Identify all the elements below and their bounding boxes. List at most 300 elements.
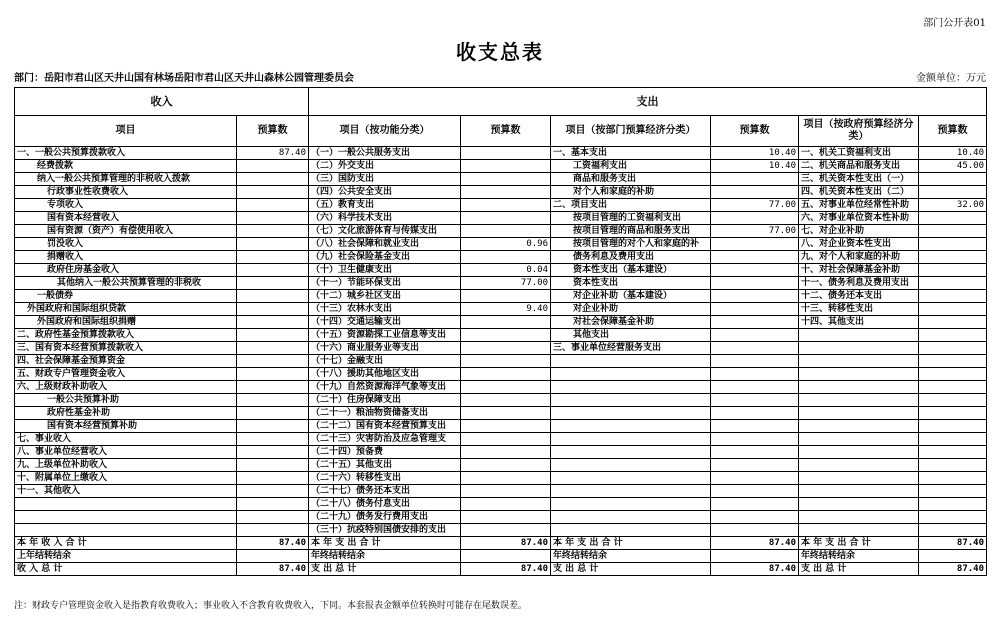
gov-econ-item-cell: [799, 433, 919, 446]
gov-econ-item-cell: 五、对事业单位经常性补助: [799, 199, 919, 212]
function-budget-cell: [461, 498, 551, 511]
dept-econ-budget-cell: [711, 342, 799, 355]
income-item-cell: 五、财政专户管理资金收入: [15, 368, 237, 381]
gov-econ-budget-cell: [919, 355, 987, 368]
table-row: [15, 420, 987, 433]
dept-econ-budget-cell: 10.40: [711, 160, 799, 173]
income-budget-cell: [237, 316, 309, 329]
dept-econ-budget-cell: [711, 524, 799, 537]
income-budget-cell: 87.40: [237, 147, 309, 160]
income-budget-cell: [237, 329, 309, 342]
col-header-dept-econ-budget: 预算数: [711, 116, 799, 147]
dept-econ-item-cell: [551, 472, 711, 485]
summary-income-budget-cell: 87.40: [237, 563, 309, 576]
gov-econ-item-cell: [799, 524, 919, 537]
col-header-function-budget: 预算数: [461, 116, 551, 147]
dept-econ-budget-cell: [711, 355, 799, 368]
gov-econ-item-cell: [799, 498, 919, 511]
function-item-cell: （十八）援助其他地区支出: [309, 368, 461, 381]
gov-econ-budget-cell: 10.40: [919, 147, 987, 160]
gov-econ-budget-cell: [919, 394, 987, 407]
header-row-columns: [15, 116, 987, 147]
col-header-function-item: 项目（按功能分类）: [309, 116, 461, 147]
table-row: [15, 303, 987, 316]
function-budget-cell: [461, 368, 551, 381]
income-budget-cell: [237, 264, 309, 277]
dept-econ-item-cell: 按项目管理的对个人和家庭的补: [551, 238, 711, 251]
gov-econ-item-cell: 十四、其他支出: [799, 316, 919, 329]
summary-row: [15, 537, 987, 550]
dept-econ-budget-cell: [711, 446, 799, 459]
dept-econ-item-cell: 一、基本支出: [551, 147, 711, 160]
summary-function-item-cell: 本 年 支 出 合 计: [309, 537, 461, 550]
gov-econ-item-cell: [799, 394, 919, 407]
col-header-budget: 预算数: [237, 116, 309, 147]
dept-econ-budget-cell: [711, 264, 799, 277]
income-item-cell: 七、事业收入: [15, 433, 237, 446]
table-row: [15, 407, 987, 420]
income-budget-cell: [237, 342, 309, 355]
dept-econ-item-cell: 对企业补助: [551, 303, 711, 316]
summary-dept-econ-item-cell: 支 出 总 计: [551, 563, 711, 576]
income-item-cell: 十、附属单位上缴收入: [15, 472, 237, 485]
table-row: [15, 472, 987, 485]
gov-econ-item-cell: 四、机关资本性支出（二）: [799, 186, 919, 199]
summary-gov-econ-item-cell: 年终结转结余: [799, 550, 919, 563]
gov-econ-item-cell: [799, 485, 919, 498]
income-item-cell: 国有资源（资产）有偿使用收入: [15, 225, 237, 238]
function-budget-cell: [461, 420, 551, 433]
function-item-cell: （二十九）债务发行费用支出: [309, 511, 461, 524]
dept-econ-item-cell: 对企业补助（基本建设）: [551, 290, 711, 303]
budget-summary-table: [14, 87, 987, 576]
gov-econ-item-cell: 二、机关商品和服务支出: [799, 160, 919, 173]
table-row: [15, 498, 987, 511]
dept-econ-budget-cell: [711, 381, 799, 394]
income-budget-cell: [237, 381, 309, 394]
dept-econ-item-cell: [551, 511, 711, 524]
gov-econ-budget-cell: [919, 446, 987, 459]
gov-econ-budget-cell: 45.00: [919, 160, 987, 173]
table-row: [15, 446, 987, 459]
function-item-cell: （四）公共安全支出: [309, 186, 461, 199]
function-item-cell: （十九）自然资源海洋气象等支出: [309, 381, 461, 394]
dept-econ-item-cell: 资本性支出（基本建设）: [551, 264, 711, 277]
function-item-cell: （十六）商业服务业等支出: [309, 342, 461, 355]
gov-econ-budget-cell: [919, 251, 987, 264]
summary-income-item-cell: 收 入 总 计: [15, 563, 237, 576]
dept-econ-budget-cell: 10.40: [711, 147, 799, 160]
dept-econ-budget-cell: [711, 394, 799, 407]
dept-econ-budget-cell: 77.00: [711, 199, 799, 212]
income-item-cell: 经费拨款: [15, 160, 237, 173]
summary-gov-econ-budget-cell: 87.40: [919, 537, 987, 550]
summary-gov-econ-item-cell: 支 出 总 计: [799, 563, 919, 576]
gov-econ-budget-cell: [919, 212, 987, 225]
department-label: 部门：岳阳市君山区天井山国有林场岳阳市君山区天井山森林公园管理委员会: [14, 73, 354, 84]
function-budget-cell: [461, 316, 551, 329]
function-budget-cell: [461, 524, 551, 537]
dept-econ-item-cell: 对社会保障基金补助: [551, 316, 711, 329]
gov-econ-budget-cell: [919, 238, 987, 251]
dept-econ-budget-cell: [711, 459, 799, 472]
function-item-cell: （二十一）粮油物资储备支出: [309, 407, 461, 420]
income-item-cell: 十一、其他收入: [15, 485, 237, 498]
income-item-cell: 纳入一般公共预算管理的非税收入拨款: [15, 173, 237, 186]
income-item-cell: 六、上级财政补助收入: [15, 381, 237, 394]
function-item-cell: （二十三）灾害防治及应急管理支: [309, 433, 461, 446]
table-row: [15, 225, 987, 238]
summary-gov-econ-budget-cell: 87.40: [919, 563, 987, 576]
function-item-cell: （二十五）其他支出: [309, 459, 461, 472]
function-budget-cell: 77.00: [461, 277, 551, 290]
function-budget-cell: [461, 459, 551, 472]
function-item-cell: （十四）交通运输支出: [309, 316, 461, 329]
function-budget-cell: [461, 472, 551, 485]
income-item-cell: 国有资本经营收入: [15, 212, 237, 225]
income-item-cell: 一般债券: [15, 290, 237, 303]
summary-function-budget-cell: 87.40: [461, 537, 551, 550]
col-header-item: 项目: [15, 116, 237, 147]
dept-econ-budget-cell: [711, 251, 799, 264]
dept-econ-item-cell: 债务利息及费用支出: [551, 251, 711, 264]
function-budget-cell: [461, 355, 551, 368]
dept-econ-item-cell: [551, 459, 711, 472]
dept-econ-item-cell: 商品和服务支出: [551, 173, 711, 186]
income-budget-cell: [237, 459, 309, 472]
gov-econ-item-cell: 九、对个人和家庭的补助: [799, 251, 919, 264]
gov-econ-item-cell: 十二、债务还本支出: [799, 290, 919, 303]
income-budget-cell: [237, 420, 309, 433]
dept-econ-item-cell: [551, 407, 711, 420]
table-row: [15, 485, 987, 498]
function-item-cell: （二十四）预备费: [309, 446, 461, 459]
summary-function-budget-cell: [461, 550, 551, 563]
gov-econ-item-cell: [799, 342, 919, 355]
income-budget-cell: [237, 186, 309, 199]
gov-econ-budget-cell: [919, 511, 987, 524]
gov-econ-item-cell: 十三、转移性支出: [799, 303, 919, 316]
function-item-cell: （二十二）国有资本经营预算支出: [309, 420, 461, 433]
summary-dept-econ-budget-cell: 87.40: [711, 563, 799, 576]
table-row: [15, 459, 987, 472]
dept-econ-budget-cell: [711, 329, 799, 342]
function-item-cell: （十一）节能环保支出: [309, 277, 461, 290]
function-item-cell: （十七）金融支出: [309, 355, 461, 368]
income-budget-cell: [237, 394, 309, 407]
table-row: [15, 147, 987, 160]
income-budget-cell: [237, 225, 309, 238]
income-item-cell: 一般公共预算补助: [15, 394, 237, 407]
income-header: 收入: [15, 88, 309, 116]
income-item-cell: [15, 511, 237, 524]
col-header-gov-econ-budget: 预算数: [919, 116, 987, 147]
function-budget-cell: 0.96: [461, 238, 551, 251]
summary-income-budget-cell: [237, 550, 309, 563]
table-row: [15, 368, 987, 381]
income-budget-cell: [237, 368, 309, 381]
income-item-cell: 二、政府性基金预算拨款收入: [15, 329, 237, 342]
income-item-cell: 罚没收入: [15, 238, 237, 251]
function-budget-cell: [461, 342, 551, 355]
table-row: [15, 251, 987, 264]
income-item-cell: 专项收入: [15, 199, 237, 212]
income-budget-cell: [237, 277, 309, 290]
gov-econ-budget-cell: [919, 290, 987, 303]
function-budget-cell: [461, 251, 551, 264]
summary-income-budget-cell: 87.40: [237, 537, 309, 550]
summary-dept-econ-budget-cell: 87.40: [711, 537, 799, 550]
gov-econ-budget-cell: [919, 329, 987, 342]
gov-econ-budget-cell: [919, 433, 987, 446]
summary-gov-econ-budget-cell: [919, 550, 987, 563]
gov-econ-budget-cell: [919, 381, 987, 394]
table-row: [15, 212, 987, 225]
summary-income-item-cell: 本 年 收 入 合 计: [15, 537, 237, 550]
function-item-cell: （二十八）债务付息支出: [309, 498, 461, 511]
income-budget-cell: [237, 199, 309, 212]
income-budget-cell: [237, 355, 309, 368]
income-item-cell: 政府住房基金收入: [15, 264, 237, 277]
function-item-cell: （十三）农林水支出: [309, 303, 461, 316]
dept-econ-item-cell: [551, 394, 711, 407]
function-item-cell: （二）外交支出: [309, 160, 461, 173]
dept-econ-budget-cell: [711, 316, 799, 329]
gov-econ-item-cell: [799, 472, 919, 485]
function-item-cell: （二十）住房保障支出: [309, 394, 461, 407]
income-budget-cell: [237, 446, 309, 459]
gov-econ-budget-cell: [919, 407, 987, 420]
gov-econ-budget-cell: [919, 498, 987, 511]
summary-dept-econ-item-cell: 年终结转结余: [551, 550, 711, 563]
gov-econ-item-cell: 一、机关工资福利支出: [799, 147, 919, 160]
table-row: [15, 511, 987, 524]
income-item-cell: 外国政府和国际组织贷款: [15, 303, 237, 316]
gov-econ-budget-cell: [919, 420, 987, 433]
dept-econ-budget-cell: [711, 290, 799, 303]
income-budget-cell: [237, 160, 309, 173]
table-row: [15, 186, 987, 199]
summary-row: [15, 550, 987, 563]
summary-row: [15, 563, 987, 576]
table-row: [15, 316, 987, 329]
gov-econ-budget-cell: [919, 264, 987, 277]
dept-econ-budget-cell: [711, 420, 799, 433]
dept-econ-budget-cell: [711, 173, 799, 186]
income-item-cell: 行政事业性收费收入: [15, 186, 237, 199]
dept-econ-item-cell: 对个人和家庭的补助: [551, 186, 711, 199]
dept-econ-item-cell: [551, 485, 711, 498]
gov-econ-budget-cell: [919, 368, 987, 381]
function-budget-cell: [461, 433, 551, 446]
gov-econ-item-cell: [799, 355, 919, 368]
gov-econ-budget-cell: [919, 472, 987, 485]
table-row: [15, 290, 987, 303]
gov-econ-budget-cell: [919, 485, 987, 498]
header-row-group: [15, 88, 987, 116]
dept-econ-budget-cell: [711, 303, 799, 316]
income-budget-cell: [237, 498, 309, 511]
function-budget-cell: [461, 212, 551, 225]
gov-econ-item-cell: 七、对企业补助: [799, 225, 919, 238]
function-item-cell: （七）文化旅游体育与传媒支出: [309, 225, 461, 238]
function-budget-cell: [461, 225, 551, 238]
gov-econ-item-cell: [799, 420, 919, 433]
function-budget-cell: [461, 329, 551, 342]
dept-econ-item-cell: [551, 355, 711, 368]
table-row: [15, 342, 987, 355]
gov-econ-item-cell: [799, 329, 919, 342]
income-budget-cell: [237, 303, 309, 316]
function-budget-cell: [461, 511, 551, 524]
dept-econ-budget-cell: [711, 277, 799, 290]
gov-econ-item-cell: [799, 381, 919, 394]
gov-econ-budget-cell: [919, 225, 987, 238]
income-item-cell: 一、一般公共预算拨款收入: [15, 147, 237, 160]
income-item-cell: 政府性基金补助: [15, 407, 237, 420]
dept-econ-item-cell: [551, 368, 711, 381]
dept-econ-budget-cell: [711, 186, 799, 199]
income-item-cell: 四、社会保障基金预算资金: [15, 355, 237, 368]
function-budget-cell: [461, 160, 551, 173]
summary-gov-econ-item-cell: 本 年 支 出 合 计: [799, 537, 919, 550]
income-item-cell: 捐赠收入: [15, 251, 237, 264]
dept-econ-budget-cell: [711, 485, 799, 498]
gov-econ-budget-cell: [919, 524, 987, 537]
function-budget-cell: [461, 290, 551, 303]
table-row: [15, 394, 987, 407]
function-budget-cell: [461, 394, 551, 407]
function-budget-cell: [461, 147, 551, 160]
dept-econ-item-cell: [551, 420, 711, 433]
table-row: [15, 381, 987, 394]
income-budget-cell: [237, 173, 309, 186]
function-budget-cell: [461, 446, 551, 459]
dept-econ-budget-cell: [711, 212, 799, 225]
dept-econ-item-cell: 按项目管理的商品和服务支出: [551, 225, 711, 238]
function-budget-cell: 0.04: [461, 264, 551, 277]
dept-econ-budget-cell: [711, 511, 799, 524]
dept-econ-item-cell: [551, 498, 711, 511]
table-row: [15, 160, 987, 173]
gov-econ-budget-cell: [919, 342, 987, 355]
income-budget-cell: [237, 524, 309, 537]
function-budget-cell: [461, 186, 551, 199]
unit-label: 金额单位：万元: [916, 73, 986, 84]
gov-econ-budget-cell: [919, 316, 987, 329]
table-row: [15, 355, 987, 368]
function-item-cell: （八）社会保障和就业支出: [309, 238, 461, 251]
summary-function-item-cell: 支 出 总 计: [309, 563, 461, 576]
function-item-cell: （五）教育支出: [309, 199, 461, 212]
function-item-cell: （一）一般公共服务支出: [309, 147, 461, 160]
footnote: 注：财政专户管理资金收入是指教育收费收入；事业收入不含教育收费收入，下同。本套报表金额单位转换时可能存在尾数误差。: [14, 601, 528, 611]
income-budget-cell: [237, 238, 309, 251]
dept-econ-item-cell: [551, 381, 711, 394]
dept-econ-item-cell: 按项目管理的工资福利支出: [551, 212, 711, 225]
function-item-cell: （三十）抗疫特别国债安排的支出: [309, 524, 461, 537]
gov-econ-item-cell: 八、对企业资本性支出: [799, 238, 919, 251]
gov-econ-budget-cell: [919, 173, 987, 186]
summary-function-item-cell: 年终结转结余: [309, 550, 461, 563]
function-budget-cell: [461, 381, 551, 394]
income-budget-cell: [237, 407, 309, 420]
gov-econ-budget-cell: [919, 303, 987, 316]
dept-econ-budget-cell: [711, 238, 799, 251]
gov-econ-item-cell: [799, 446, 919, 459]
page-title: 收支总表: [456, 40, 544, 64]
function-budget-cell: 9.40: [461, 303, 551, 316]
gov-econ-budget-cell: 32.00: [919, 199, 987, 212]
function-budget-cell: [461, 407, 551, 420]
income-budget-cell: [237, 511, 309, 524]
table-row: [15, 199, 987, 212]
col-header-gov-econ-item: 项目（按政府预算经济分类）: [799, 116, 919, 147]
income-item-cell: 九、上级单位补助收入: [15, 459, 237, 472]
income-item-cell: 三、国有资本经营预算拨款收入: [15, 342, 237, 355]
table-row: [15, 238, 987, 251]
table-row: [15, 433, 987, 446]
function-budget-cell: [461, 173, 551, 186]
table-row: [15, 173, 987, 186]
income-budget-cell: [237, 433, 309, 446]
dept-econ-budget-cell: [711, 472, 799, 485]
summary-income-item-cell: 上年结转结余: [15, 550, 237, 563]
function-item-cell: （二十六）转移性支出: [309, 472, 461, 485]
function-item-cell: （二十七）债务还本支出: [309, 485, 461, 498]
dept-econ-item-cell: 资本性支出: [551, 277, 711, 290]
function-item-cell: （六）科学技术支出: [309, 212, 461, 225]
dept-econ-budget-cell: [711, 433, 799, 446]
gov-econ-budget-cell: [919, 277, 987, 290]
dept-econ-item-cell: 三、事业单位经营服务支出: [551, 342, 711, 355]
table-row: [15, 524, 987, 537]
gov-econ-item-cell: 十一、债务利息及费用支出: [799, 277, 919, 290]
income-item-cell: 外国政府和国际组织捐赠: [15, 316, 237, 329]
form-number: 部门公开表01: [923, 18, 986, 29]
summary-function-budget-cell: 87.40: [461, 563, 551, 576]
dept-econ-budget-cell: [711, 498, 799, 511]
income-item-cell: [15, 498, 237, 511]
function-budget-cell: [461, 485, 551, 498]
gov-econ-budget-cell: [919, 459, 987, 472]
dept-econ-item-cell: 工资福利支出: [551, 160, 711, 173]
income-budget-cell: [237, 472, 309, 485]
gov-econ-budget-cell: [919, 186, 987, 199]
dept-econ-item-cell: 其他支出: [551, 329, 711, 342]
income-budget-cell: [237, 251, 309, 264]
table-row: [15, 264, 987, 277]
income-item-cell: [15, 524, 237, 537]
income-budget-cell: [237, 212, 309, 225]
gov-econ-item-cell: [799, 511, 919, 524]
function-item-cell: （十五）资源勘探工业信息等支出: [309, 329, 461, 342]
gov-econ-item-cell: 十、对社会保障基金补助: [799, 264, 919, 277]
dept-econ-item-cell: [551, 446, 711, 459]
function-item-cell: （三）国防支出: [309, 173, 461, 186]
dept-econ-budget-cell: 77.00: [711, 225, 799, 238]
income-item-cell: 八、事业单位经营收入: [15, 446, 237, 459]
table-row: [15, 329, 987, 342]
dept-econ-item-cell: 二、项目支出: [551, 199, 711, 212]
gov-econ-item-cell: 六、对事业单位资本性补助: [799, 212, 919, 225]
income-item-cell: 国有资本经营预算补助: [15, 420, 237, 433]
income-budget-cell: [237, 290, 309, 303]
gov-econ-item-cell: [799, 368, 919, 381]
summary-dept-econ-item-cell: 本 年 支 出 合 计: [551, 537, 711, 550]
function-budget-cell: [461, 199, 551, 212]
income-item-cell: 其他纳入一般公共预算管理的非税收: [15, 277, 237, 290]
